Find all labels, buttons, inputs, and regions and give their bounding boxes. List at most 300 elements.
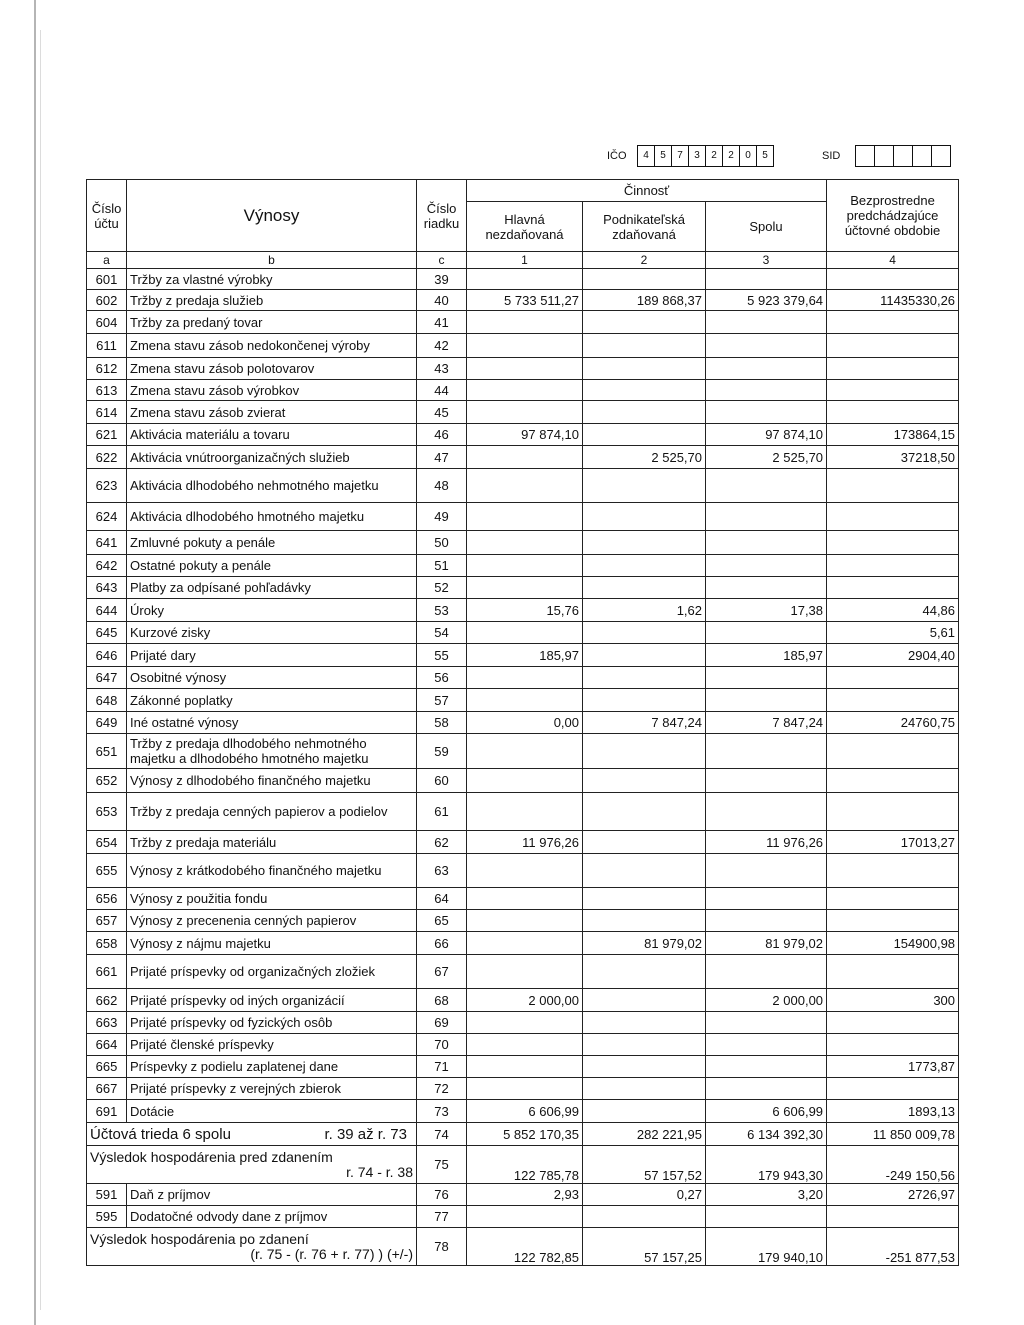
row-number: 60 <box>417 769 467 793</box>
value-hlavna: 5 733 511,27 <box>467 290 583 311</box>
revenue-name: Osobitné výnosy <box>127 667 417 689</box>
value-spolu <box>706 910 827 932</box>
account-number: 623 <box>87 469 127 503</box>
value-predchadzajuce <box>827 689 959 712</box>
header-podnikatelska: Podnikateľská zdaňovaná <box>583 202 706 252</box>
value-spolu <box>706 503 827 531</box>
value-hlavna: 185,97 <box>467 644 583 667</box>
revenue-name: Dotácie <box>127 1100 417 1123</box>
value-podnikatelska <box>583 380 706 401</box>
revenue-name: Tržby za vlastné výrobky <box>127 269 417 290</box>
value-spolu <box>706 1012 827 1034</box>
value-spolu <box>706 667 827 689</box>
account-number: 654 <box>87 831 127 854</box>
account-number: 624 <box>87 503 127 531</box>
table-row <box>87 769 959 793</box>
table-row <box>87 734 959 769</box>
value-spolu <box>706 888 827 910</box>
summary-row-trieda <box>87 1123 959 1146</box>
value-hlavna <box>467 446 583 469</box>
sid-label: SID <box>822 150 841 162</box>
value-podnikatelska: 81 979,02 <box>583 932 706 955</box>
value-predchadzajuce <box>827 1078 959 1100</box>
revenue-name: Výnosy z krátkodobého finančného majetku <box>127 854 417 888</box>
row-number: 62 <box>417 831 467 854</box>
account-number: 655 <box>87 854 127 888</box>
value-hlavna: 122 785,78 <box>467 1146 583 1184</box>
row-number: 47 <box>417 446 467 469</box>
value-podnikatelska <box>583 555 706 577</box>
ico-digit: 2 <box>706 146 723 166</box>
value-podnikatelska <box>583 1056 706 1078</box>
table-row <box>87 334 959 358</box>
ico-digit: 5 <box>762 150 768 161</box>
revenue-name: Prijaté príspevky z verejných zbierok <box>127 1078 417 1100</box>
table-row <box>87 932 959 955</box>
table-row <box>87 689 959 712</box>
value-predchadzajuce <box>827 793 959 831</box>
table-row <box>87 269 959 290</box>
col-letter: 1 <box>467 252 583 269</box>
revenue-name: Výnosy z použitia fondu <box>127 888 417 910</box>
value-predchadzajuce: 17013,27 <box>827 831 959 854</box>
value-predchadzajuce <box>827 503 959 531</box>
account-number: 663 <box>87 1012 127 1034</box>
value-podnikatelska <box>583 793 706 831</box>
value-spolu: 11 976,26 <box>706 831 827 854</box>
account-number: 652 <box>87 769 127 793</box>
value-spolu <box>706 955 827 989</box>
header-cislo-uctu: Číslo účtu <box>87 180 127 252</box>
table-row <box>87 667 959 689</box>
revenue-name: Daň z príjmov <box>127 1184 417 1206</box>
table-row <box>87 380 959 401</box>
value-hlavna <box>467 622 583 644</box>
table-row <box>87 446 959 469</box>
value-spolu: 17,38 <box>706 599 827 622</box>
row-number: 71 <box>417 1056 467 1078</box>
table-row <box>87 503 959 531</box>
revenue-name: Zmena stavu zásob polotovarov <box>127 358 417 380</box>
value-spolu <box>706 1206 827 1228</box>
value-podnikatelska <box>583 469 706 503</box>
table-row <box>87 1206 959 1228</box>
table-row <box>87 1078 959 1100</box>
account-number: 646 <box>87 644 127 667</box>
trieda-range: r. 39 až r. 73 <box>324 1125 407 1143</box>
value-hlavna: 2 000,00 <box>467 989 583 1012</box>
value-hlavna <box>467 555 583 577</box>
value-spolu <box>706 311 827 334</box>
revenue-name: Prijaté príspevky od fyzických osôb <box>127 1012 417 1034</box>
value-predchadzajuce <box>827 531 959 555</box>
account-number: 604 <box>87 311 127 334</box>
table-row <box>87 989 959 1012</box>
row-number: 77 <box>417 1206 467 1228</box>
revenue-name: Tržby z predaja dlhodobého nehmotného majetku a dlhodobého hmotného majetku <box>127 734 417 769</box>
value-podnikatelska: 1,62 <box>583 599 706 622</box>
table-row <box>87 831 959 854</box>
account-number: 665 <box>87 1056 127 1078</box>
value-hlavna <box>467 531 583 555</box>
value-podnikatelska <box>583 769 706 793</box>
row-number: 51 <box>417 555 467 577</box>
revenue-name: Iné ostatné výnosy <box>127 712 417 734</box>
value-predchadzajuce: 173864,15 <box>827 424 959 446</box>
value-spolu <box>706 622 827 644</box>
row-number: 46 <box>417 424 467 446</box>
value-spolu: 6 606,99 <box>706 1100 827 1123</box>
row-number: 49 <box>417 503 467 531</box>
account-number: 613 <box>87 380 127 401</box>
table-row <box>87 644 959 667</box>
value-hlavna <box>467 854 583 888</box>
value-spolu: 2 525,70 <box>706 446 827 469</box>
revenue-name: Tržby z predaja služieb <box>127 290 417 311</box>
value-podnikatelska: 282 221,95 <box>583 1123 706 1146</box>
account-number: 644 <box>87 599 127 622</box>
value-podnikatelska <box>583 1206 706 1228</box>
revenue-name: Aktivácia dlhodobého nehmotného majetku <box>127 469 417 503</box>
row-number: 74 <box>417 1123 467 1146</box>
value-podnikatelska <box>583 503 706 531</box>
value-predchadzajuce: 154900,98 <box>827 932 959 955</box>
value-podnikatelska: 2 525,70 <box>583 446 706 469</box>
value-podnikatelska <box>583 577 706 599</box>
value-spolu: 97 874,10 <box>706 424 827 446</box>
revenue-name: Zákonné poplatky <box>127 689 417 712</box>
table-row <box>87 910 959 932</box>
sid-boxes <box>855 145 951 167</box>
value-hlavna <box>467 469 583 503</box>
revenue-name: Výnosy z nájmu majetku <box>127 932 417 955</box>
value-spolu <box>706 793 827 831</box>
value-spolu <box>706 401 827 424</box>
value-hlavna <box>467 1206 583 1228</box>
value-predchadzajuce: 11 850 009,78 <box>827 1123 959 1146</box>
revenue-name: Príspevky z podielu zaplatenej dane <box>127 1056 417 1078</box>
value-hlavna <box>467 380 583 401</box>
value-predchadzajuce <box>827 577 959 599</box>
ico-label: IČO <box>607 150 627 162</box>
value-podnikatelska <box>583 269 706 290</box>
account-number: 647 <box>87 667 127 689</box>
value-podnikatelska <box>583 401 706 424</box>
summary-row-po-zdaneni <box>87 1228 959 1266</box>
value-predchadzajuce <box>827 311 959 334</box>
revenue-name: Prijaté členské príspevky <box>127 1034 417 1056</box>
value-spolu <box>706 469 827 503</box>
sid-box <box>913 146 932 166</box>
vysledok_pred-label: Výsledok hospodárenia pred zdanením <box>90 1148 333 1165</box>
value-predchadzajuce <box>827 910 959 932</box>
account-number: 656 <box>87 888 127 910</box>
revenue-name: Prijaté dary <box>127 644 417 667</box>
value-podnikatelska <box>583 1012 706 1034</box>
row-number: 58 <box>417 712 467 734</box>
value-podnikatelska <box>583 831 706 854</box>
revenue-name: Prijaté príspevky od iných organizácií <box>127 989 417 1012</box>
value-predchadzajuce <box>827 1012 959 1034</box>
row-number: 63 <box>417 854 467 888</box>
value-spolu <box>706 1034 827 1056</box>
value-spolu: 6 134 392,30 <box>706 1123 827 1146</box>
value-podnikatelska <box>583 888 706 910</box>
header-cinnost: Činnosť <box>467 180 827 202</box>
table-row <box>87 599 959 622</box>
revenue-name: Výnosy z precenenia cenných papierov <box>127 910 417 932</box>
value-predchadzajuce: 44,86 <box>827 599 959 622</box>
row-number: 69 <box>417 1012 467 1034</box>
account-number: 667 <box>87 1078 127 1100</box>
account-number: 653 <box>87 793 127 831</box>
col-letter: a <box>87 252 127 269</box>
scan-edge <box>34 0 36 1325</box>
value-predchadzajuce <box>827 1206 959 1228</box>
account-number: 649 <box>87 712 127 734</box>
account-number: 657 <box>87 910 127 932</box>
value-hlavna <box>467 1056 583 1078</box>
value-podnikatelska <box>583 689 706 712</box>
col-letter: c <box>417 252 467 269</box>
value-podnikatelska <box>583 989 706 1012</box>
value-predchadzajuce: -249 150,56 <box>827 1146 959 1184</box>
value-predchadzajuce: 11435330,26 <box>827 290 959 311</box>
value-podnikatelska <box>583 358 706 380</box>
sid-box <box>875 146 894 166</box>
value-podnikatelska <box>583 1078 706 1100</box>
value-podnikatelska <box>583 531 706 555</box>
account-number: 662 <box>87 989 127 1012</box>
account-number: 641 <box>87 531 127 555</box>
value-spolu: 3,20 <box>706 1184 827 1206</box>
value-predchadzajuce <box>827 1034 959 1056</box>
row-number: 64 <box>417 888 467 910</box>
revenue-name: Platby za odpísané pohľadávky <box>127 577 417 599</box>
value-predchadzajuce: 2904,40 <box>827 644 959 667</box>
ico-boxes <box>637 145 774 167</box>
value-podnikatelska <box>583 311 706 334</box>
value-spolu <box>706 1056 827 1078</box>
table-row <box>87 555 959 577</box>
row-number: 48 <box>417 469 467 503</box>
vysledok_pred-label-cell <box>87 1146 417 1184</box>
table-row <box>87 311 959 334</box>
col-letter: 4 <box>827 252 959 269</box>
account-number: 651 <box>87 734 127 769</box>
account-number: 612 <box>87 358 127 380</box>
value-hlavna <box>467 932 583 955</box>
table-row <box>87 469 959 503</box>
account-number: 658 <box>87 932 127 955</box>
value-predchadzajuce <box>827 769 959 793</box>
revenue-name: Zmena stavu zásob nedokončenej výroby <box>127 334 417 358</box>
scan-edge-faint <box>40 30 41 1310</box>
value-spolu: 7 847,24 <box>706 712 827 734</box>
table-row <box>87 1100 959 1123</box>
revenue-name: Dodatočné odvody dane z príjmov <box>127 1206 417 1228</box>
value-spolu: 2 000,00 <box>706 989 827 1012</box>
value-hlavna: 5 852 170,35 <box>467 1123 583 1146</box>
header-hlavna: Hlavná nezdaňovaná <box>467 202 583 252</box>
revenue-name: Zmena stavu zásob výrobkov <box>127 380 417 401</box>
value-hlavna: 15,76 <box>467 599 583 622</box>
value-hlavna <box>467 503 583 531</box>
value-predchadzajuce: 5,61 <box>827 622 959 644</box>
value-spolu: 81 979,02 <box>706 932 827 955</box>
value-spolu: 179 940,10 <box>706 1228 827 1266</box>
header-bezprostredne: Bezprostredne predchádzajúce účtovné obdobie <box>827 180 959 252</box>
value-hlavna <box>467 577 583 599</box>
value-predchadzajuce <box>827 854 959 888</box>
account-number: 648 <box>87 689 127 712</box>
row-number: 65 <box>417 910 467 932</box>
value-hlavna: 122 782,85 <box>467 1228 583 1266</box>
col-letter: b <box>127 252 417 269</box>
value-podnikatelska: 57 157,25 <box>583 1228 706 1266</box>
value-podnikatelska: 0,27 <box>583 1184 706 1206</box>
value-podnikatelska <box>583 334 706 358</box>
value-spolu <box>706 358 827 380</box>
value-hlavna <box>467 769 583 793</box>
revenue-name: Zmena stavu zásob zvierat <box>127 401 417 424</box>
account-number: 595 <box>87 1206 127 1228</box>
value-podnikatelska <box>583 910 706 932</box>
value-hlavna <box>467 910 583 932</box>
value-predchadzajuce <box>827 401 959 424</box>
account-number: 622 <box>87 446 127 469</box>
value-spolu <box>706 555 827 577</box>
header-vynosy: Výnosy <box>127 180 417 252</box>
revenue-name: Tržby za predaný tovar <box>127 311 417 334</box>
value-podnikatelska <box>583 734 706 769</box>
account-number: 621 <box>87 424 127 446</box>
revenue-name: Aktivácia materiálu a tovaru <box>127 424 417 446</box>
value-hlavna: 2,93 <box>467 1184 583 1206</box>
revenue-name: Zmluvné pokuty a penále <box>127 531 417 555</box>
value-hlavna <box>467 311 583 334</box>
row-number: 41 <box>417 311 467 334</box>
value-predchadzajuce <box>827 555 959 577</box>
trieda-label: Účtová trieda 6 spolu <box>90 1125 231 1143</box>
value-predchadzajuce <box>827 269 959 290</box>
value-hlavna: 97 874,10 <box>467 424 583 446</box>
account-number: 691 <box>87 1100 127 1123</box>
row-number: 76 <box>417 1184 467 1206</box>
row-number: 59 <box>417 734 467 769</box>
value-spolu: 5 923 379,64 <box>706 290 827 311</box>
row-number: 70 <box>417 1034 467 1056</box>
ico-digit: 2 <box>723 146 740 166</box>
header-cislo-riadku: Číslo riadku <box>417 180 467 252</box>
value-predchadzajuce <box>827 334 959 358</box>
value-podnikatelska <box>583 644 706 667</box>
row-number: 56 <box>417 667 467 689</box>
value-hlavna <box>467 1034 583 1056</box>
row-number: 40 <box>417 290 467 311</box>
value-hlavna: 11 976,26 <box>467 831 583 854</box>
value-podnikatelska <box>583 1100 706 1123</box>
table-row <box>87 358 959 380</box>
value-hlavna: 0,00 <box>467 712 583 734</box>
table-row <box>87 712 959 734</box>
revenue-name: Prijaté príspevky od organizačných zložiek <box>127 955 417 989</box>
row-number: 44 <box>417 380 467 401</box>
header-spolu: Spolu <box>706 202 827 252</box>
row-number: 39 <box>417 269 467 290</box>
vysledok_po-label: Výsledok hospodárenia po zdanení <box>90 1230 309 1247</box>
value-podnikatelska <box>583 622 706 644</box>
value-spolu <box>706 531 827 555</box>
value-hlavna: 6 606,99 <box>467 1100 583 1123</box>
value-spolu <box>706 269 827 290</box>
vysledok_po-label-cell <box>87 1228 417 1266</box>
row-number: 66 <box>417 932 467 955</box>
table-row <box>87 401 959 424</box>
value-predchadzajuce: 300 <box>827 989 959 1012</box>
value-hlavna <box>467 689 583 712</box>
vysledok_pred-formula: r. 74 - r. 38 <box>346 1163 413 1180</box>
revenue-name: Úroky <box>127 599 417 622</box>
col-letter: 2 <box>583 252 706 269</box>
sid-box <box>856 146 875 166</box>
value-spolu <box>706 1078 827 1100</box>
value-hlavna <box>467 269 583 290</box>
table-row <box>87 854 959 888</box>
sid-box <box>894 146 913 166</box>
value-podnikatelska <box>583 854 706 888</box>
value-podnikatelska <box>583 1034 706 1056</box>
row-number: 45 <box>417 401 467 424</box>
account-number: 601 <box>87 269 127 290</box>
account-number: 591 <box>87 1184 127 1206</box>
value-predchadzajuce: 2726,97 <box>827 1184 959 1206</box>
value-podnikatelska <box>583 955 706 989</box>
table-row <box>87 1056 959 1078</box>
trieda-label-cell <box>87 1123 417 1146</box>
row-number: 75 <box>417 1146 467 1184</box>
account-number: 664 <box>87 1034 127 1056</box>
revenue-name: Výnosy z dlhodobého finančného majetku <box>127 769 417 793</box>
table-row <box>87 955 959 989</box>
value-spolu <box>706 334 827 358</box>
value-podnikatelska <box>583 667 706 689</box>
value-predchadzajuce <box>827 667 959 689</box>
value-predchadzajuce: 1893,13 <box>827 1100 959 1123</box>
ico-digit: 7 <box>672 146 689 166</box>
account-number: 661 <box>87 955 127 989</box>
table-row <box>87 1034 959 1056</box>
value-spolu <box>706 380 827 401</box>
value-hlavna <box>467 955 583 989</box>
value-spolu <box>706 734 827 769</box>
row-number: 50 <box>417 531 467 555</box>
value-hlavna <box>467 793 583 831</box>
value-predchadzajuce <box>827 358 959 380</box>
row-number: 55 <box>417 644 467 667</box>
revenue-name: Tržby z predaja cenných papierov a podielov <box>127 793 417 831</box>
row-number: 67 <box>417 955 467 989</box>
table-row <box>87 577 959 599</box>
table-row <box>87 424 959 446</box>
value-predchadzajuce <box>827 888 959 910</box>
revenue-name: Aktivácia vnútroorganizačných služieb <box>127 446 417 469</box>
value-predchadzajuce: 37218,50 <box>827 446 959 469</box>
value-hlavna <box>467 401 583 424</box>
value-hlavna <box>467 888 583 910</box>
ico-digit: 3 <box>689 146 706 166</box>
value-podnikatelska: 57 157,52 <box>583 1146 706 1184</box>
